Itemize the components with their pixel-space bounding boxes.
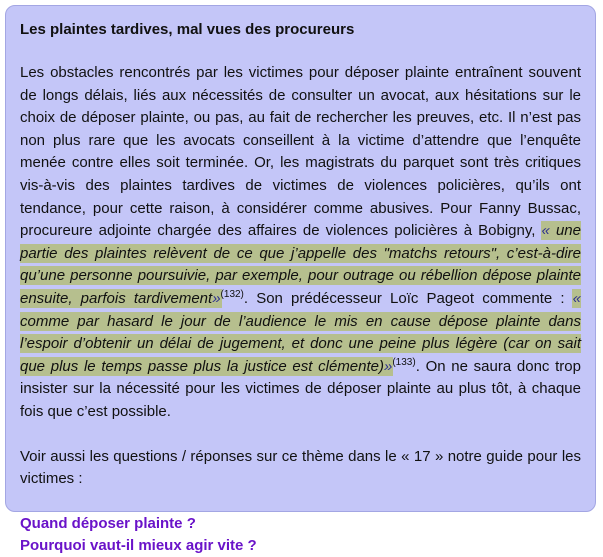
related-links — [20, 513, 581, 557]
link-pourquoi-agir-vite[interactable]: Pourquoi vaut-il mieux agir vite ? — [20, 536, 257, 554]
quote-close-mark: » — [384, 357, 393, 375]
see-also-paragraph: Voir aussi les questions / réponses sur ce thème dans le « 17 » notre guide pour les victimes : — [20, 447, 581, 488]
paragraph-outro: . On ne saura donc trop insister sur la nécessité pour les victimes de déposer plainte au plus tôt, à chaque fois que c’est possible. — [20, 357, 581, 420]
main-paragraph — [20, 62, 581, 424]
paragraph-intro: Les obstacles rencontrés par les victimes pour déposer plainte entraînent souvent de longs délais, liés aux nécessités de consulter un avocat, aux hésitations sur le choix de déposer plainte, ou pas, au fait de rechercher les preuves, etc. Il n’est pas non plus rare que les avocats conseillent à la victime d’attendre que l’enquête menée contre elles soit terminée. Or, les magistrats du parquet sont très critiques vis-à-vis des plaintes tardives de victimes de violences policières, qu’ils ont tendance, pour cette raison, à considérer comme abusives. Pour Fanny Bussac, procureure adjointe chargée des affaires de violences policières à Bobigny, — [20, 64, 581, 240]
paragraph-mid: . Son prédécesseur Loïc Pageot commente : — [243, 289, 565, 307]
quote-open-mark: « — [572, 289, 582, 307]
link-quand-deposer-plainte[interactable]: Quand déposer plainte ? — [20, 514, 196, 532]
footnote-ref-133[interactable]: (133) — [392, 356, 416, 368]
info-box — [5, 5, 596, 554]
box-title: Les plaintes tardives, mal vues des procureurs — [20, 21, 355, 38]
quote-open-mark: « — [541, 222, 556, 240]
quote-fanny-bussac: une partie des plaintes relèvent de ce que j’appelle des "matchs retours", c’est-à-dire qu’une personne poursuivie, par exemple, pour outrage ou rébellion dépose plainte ensuite, parfois tardivement — [20, 222, 581, 307]
quote-close-mark: » — [212, 289, 221, 307]
footnote-ref-132[interactable]: (132) — [220, 288, 244, 300]
quote-loic-pageot: comme par hasard le jour de l’audience le mis en cause dépose plainte dans l’espoir d’obtenir un délai de jugement, et donc une peine plus légère (car on sait que plus le temps passe plus la justice est clémente) — [20, 312, 581, 375]
